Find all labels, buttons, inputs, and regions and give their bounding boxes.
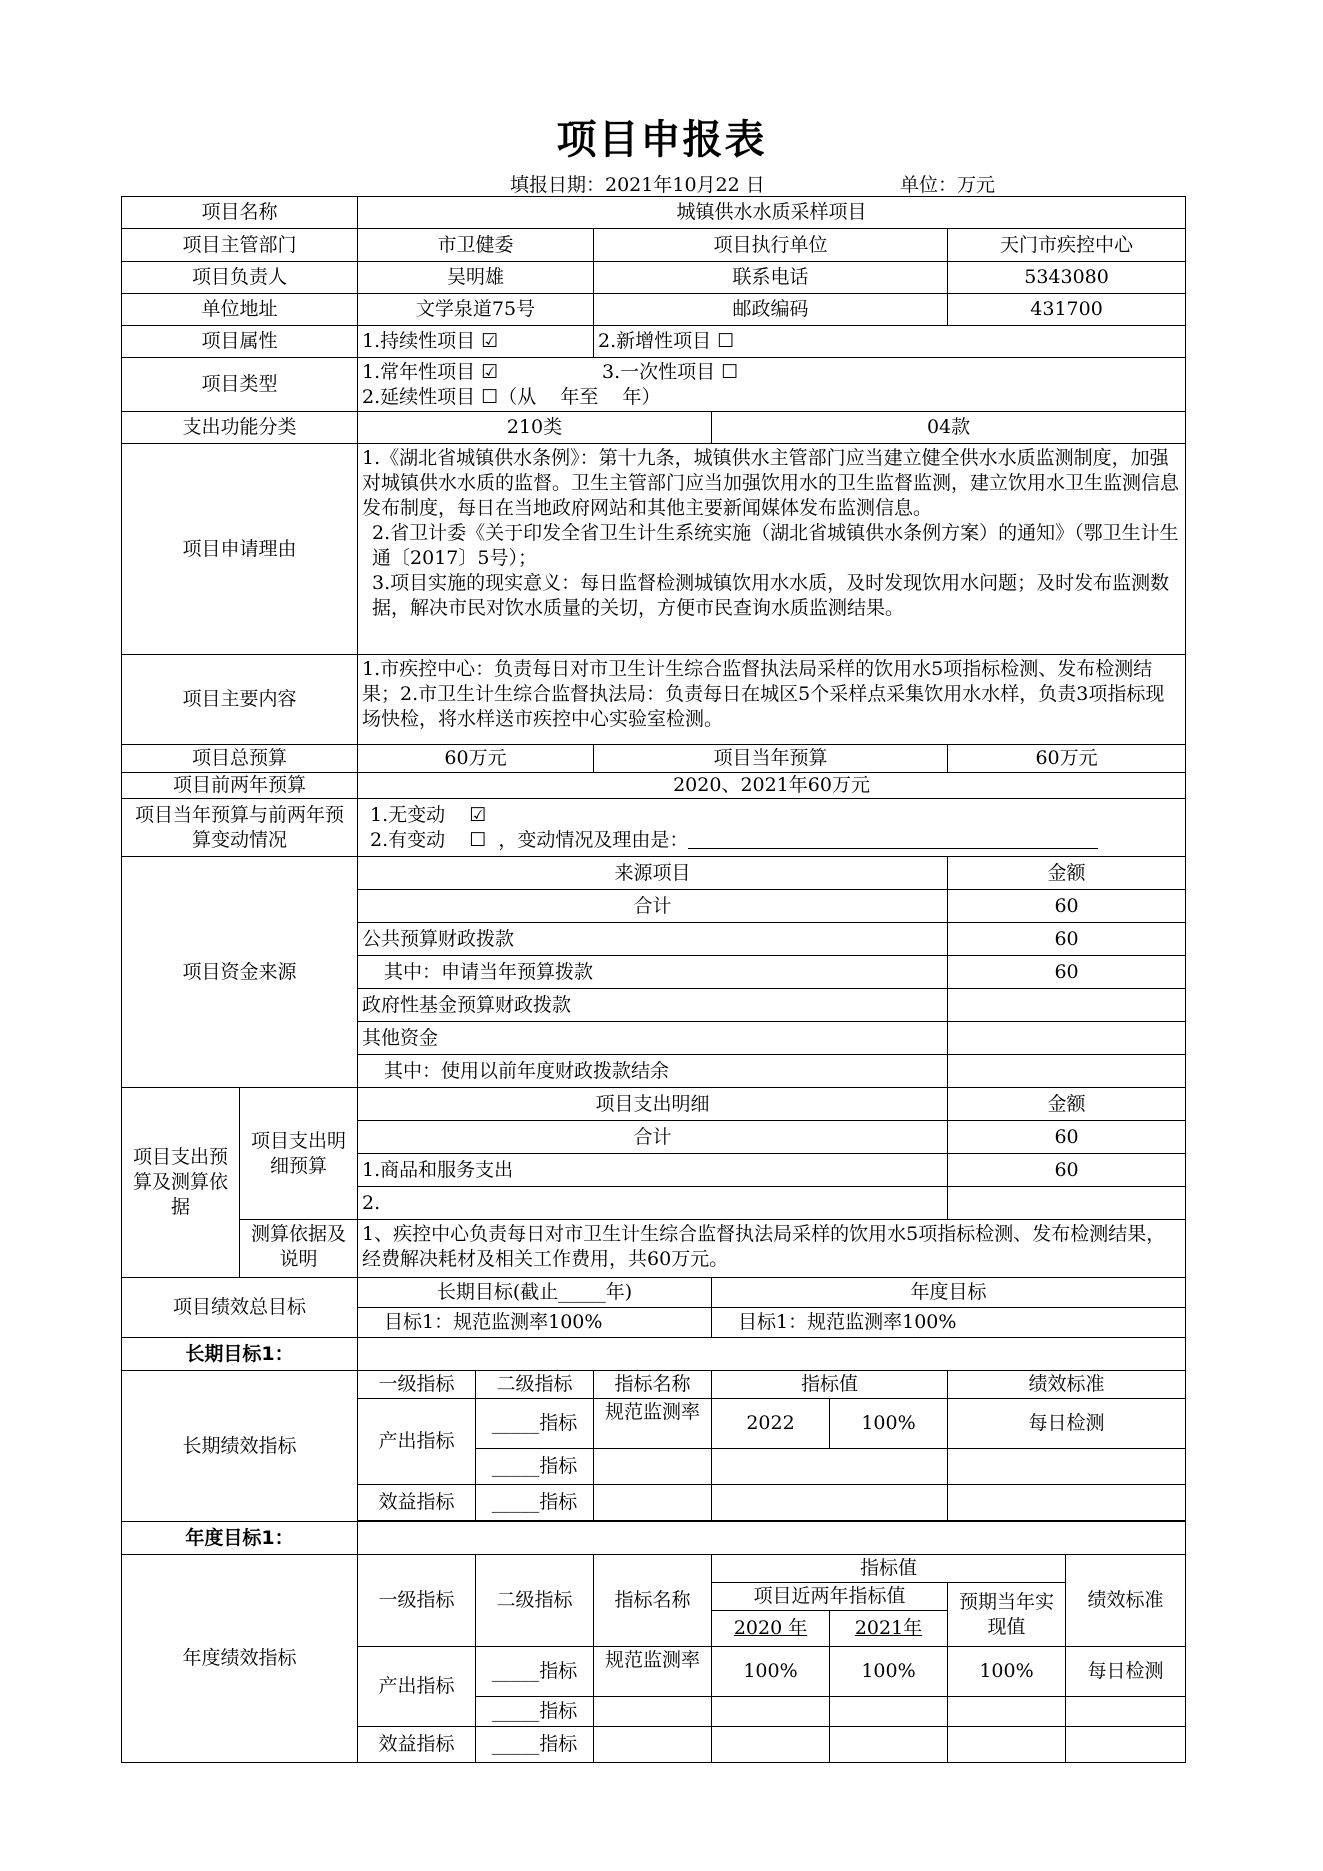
exec-value: 天门市疾控中心 (948, 229, 1186, 262)
year-target-value (358, 1522, 1186, 1555)
zip-label: 邮政编码 (594, 294, 948, 326)
exp-amount-header: 金额 (948, 1088, 1186, 1121)
exp-label: 项目支出预算及测算依据 (122, 1088, 240, 1278)
blank-ind: _____指标 (476, 1697, 594, 1727)
y2021-value: 100% (830, 1647, 948, 1697)
unit-label: 单位：万元 (900, 174, 996, 196)
type-once: 3.一次性项目 ☐ (602, 360, 739, 383)
fund-row-name: 其中：使用以前年度财政拨款结余 (358, 1055, 948, 1088)
long-year: 2022 (712, 1399, 830, 1449)
blank-ind: _____指标 (476, 1399, 594, 1449)
fund-row-amount: 60 (948, 923, 1186, 956)
type-label: 项目类型 (122, 358, 358, 412)
change-yes: 2.有变动 ☐ ，变动情况及理由是： (370, 828, 689, 851)
output-ind: 产出指标 (358, 1399, 476, 1485)
year-2020: 2020 年 (712, 1611, 830, 1647)
output-ind: 产出指标 (358, 1647, 476, 1727)
type-options (358, 358, 1186, 412)
content-label: 项目主要内容 (122, 655, 358, 745)
attr-continuing: 1.持续性项目 ☑ (358, 326, 594, 358)
year-2021: 2021年 (830, 1611, 948, 1647)
lvl1-header: 一级指标 (358, 1555, 476, 1647)
change-options (358, 799, 1186, 857)
exp-row-name: 2. (358, 1187, 948, 1220)
ind-name-value: 规范监测率 (594, 1647, 712, 1697)
change-reason-blank (688, 848, 1098, 849)
phone-value: 5343080 (948, 262, 1186, 294)
fund-label: 项目资金来源 (122, 857, 358, 1088)
prev-budget-value: 2020、2021年60万元 (358, 773, 1186, 799)
perf-label: 项目绩效总目标 (122, 1278, 358, 1338)
blank-ind: _____指标 (476, 1647, 594, 1697)
exp-row-amount: 60 (948, 1154, 1186, 1187)
blank-ind: _____指标 (476, 1485, 594, 1521)
year-budget-label: 项目当年预算 (594, 745, 948, 773)
func-class: 210类 (358, 412, 712, 444)
fund-row-amount: 60 (948, 956, 1186, 989)
dept-label: 项目主管部门 (122, 229, 358, 262)
fund-row-amount (948, 989, 1186, 1022)
exp-detail-header: 项目支出明细 (358, 1088, 948, 1121)
project-name-label: 项目名称 (122, 197, 358, 229)
year-perf-label: 年度绩效指标 (122, 1555, 358, 1763)
long-goal-header: 长期目标(截止_____年) (358, 1278, 712, 1308)
year-goal-1: 目标1：规范监测率100% (712, 1308, 1186, 1338)
func-label: 支出功能分类 (122, 412, 358, 444)
ind-name-header: 指标名称 (594, 1371, 712, 1399)
fund-row-name: 其他资金 (358, 1022, 948, 1055)
change-none: 1.无变动 ☑ (370, 803, 487, 826)
total-budget-value: 60万元 (358, 745, 594, 773)
type-regular: 1.常年性项目 ☑ (362, 360, 499, 383)
lvl2-header: 二级指标 (476, 1371, 594, 1399)
perf-std-header: 绩效标准 (1066, 1555, 1186, 1647)
exp-row-amount (948, 1187, 1186, 1220)
expect-header: 预期当年实现值 (948, 1583, 1066, 1647)
ind-name-value: 规范监测率 (594, 1399, 712, 1449)
addr-value: 文学泉道75号 (358, 294, 594, 326)
content-text: 1.市疾控中心：负责每日对市卫生计生综合监督执法局采样的饮用水5项指标检测、发布检测结果；2.市卫生计生综合监督执法局：负责每日在城区5个采样点采集饮用水水样，负责3项指标现场快检，将水样送市疾控中心实验室检测。 (358, 655, 1186, 745)
year-budget-value: 60万元 (948, 745, 1186, 773)
fill-date: 填报日期：2021年10月22 日 (510, 174, 765, 196)
expect-value: 100% (948, 1647, 1066, 1697)
fund-row-name: 合计 (358, 890, 948, 923)
type-extended: 2.延续性项目 ☐（从 年至 年） (362, 385, 661, 408)
year-target-label: 年度目标1： (122, 1522, 358, 1555)
long-target-value (358, 1338, 1186, 1371)
reason-text (358, 444, 1186, 655)
lvl1-header: 一级指标 (358, 1371, 476, 1399)
benefit-ind: 效益指标 (358, 1485, 476, 1521)
change-label: 项目当年预算与前两年预算变动情况 (122, 799, 358, 857)
fund-src-header: 来源项目 (358, 857, 948, 890)
long-pct: 100% (830, 1399, 948, 1449)
reason-item: 1.《湖北省城镇供水条例》：第十九条，城镇供水主管部门应当建立健全供水水质监测制度，加强对城镇供水水质的监督。卫生主管部门应当加强饮用水的卫生监督监测，建立饮用水卫生监测信息发布制度，每日在当地政府网站和其他主要新闻媒体发布监测信息。 (362, 447, 1180, 519)
exp-row-name: 1.商品和服务支出 (358, 1154, 948, 1187)
fund-row-amount: 60 (948, 890, 1186, 923)
exec-label: 项目执行单位 (594, 229, 948, 262)
prev-budget-label: 项目前两年预算 (122, 773, 358, 799)
recent-header: 项目近两年指标值 (712, 1583, 948, 1611)
ind-val-header: 指标值 (712, 1555, 1066, 1583)
exp-row-amount: 60 (948, 1121, 1186, 1154)
leader-label: 项目负责人 (122, 262, 358, 294)
project-name-value: 城镇供水水质采样项目 (358, 197, 1186, 229)
blank-ind: _____指标 (476, 1449, 594, 1485)
y2020-value: 100% (712, 1647, 830, 1697)
long-perf-label: 长期绩效指标 (122, 1371, 358, 1522)
lvl2-header: 二级指标 (476, 1555, 594, 1647)
ind-name-header: 指标名称 (594, 1555, 712, 1647)
reason-label: 项目申请理由 (122, 444, 358, 655)
func-item: 04款 (712, 412, 1186, 444)
total-budget-label: 项目总预算 (122, 745, 358, 773)
fund-row-name: 其中：申请当年预算拨款 (358, 956, 948, 989)
fund-amount-header: 金额 (948, 857, 1186, 890)
reason-item: 2.省卫计委《关于印发全省卫生计生系统实施（湖北省城镇供水条例方案）的通知》（鄂卫生计生通〔2017〕5号）； (372, 522, 1179, 569)
dept-value: 市卫健委 (358, 229, 594, 262)
long-target-label: 长期目标1： (122, 1338, 358, 1371)
exp-detail-label: 项目支出明细预算 (240, 1088, 358, 1220)
reason-item: 3.项目实施的现实意义：每日监督检测城镇饮用水水质，及时发现饮用水问题；及时发布监测数据，解决市民对饮水质量的关切，方便市民查询水质监测结果。 (372, 572, 1170, 619)
zip-value: 431700 (948, 294, 1186, 326)
fund-row-amount (948, 1022, 1186, 1055)
attr-label: 项目属性 (122, 326, 358, 358)
application-form-table (121, 196, 1186, 1763)
benefit-ind: 效益指标 (358, 1727, 476, 1763)
leader-value: 吴明雄 (358, 262, 594, 294)
year-std: 每日检测 (1066, 1647, 1186, 1697)
blank-ind: _____指标 (476, 1727, 594, 1763)
page-title: 项目申报表 (556, 117, 767, 163)
perf-std-header: 绩效标准 (948, 1371, 1186, 1399)
exp-row-name: 合计 (358, 1121, 948, 1154)
ind-val-header: 指标值 (712, 1371, 948, 1399)
attr-new: 2.新增性项目 ☐ (594, 326, 1186, 358)
fund-row-name: 政府性基金预算财政拨款 (358, 989, 948, 1022)
addr-label: 单位地址 (122, 294, 358, 326)
phone-label: 联系电话 (594, 262, 948, 294)
fund-row-amount (948, 1055, 1186, 1088)
fund-row-name: 公共预算财政拨款 (358, 923, 948, 956)
long-goal-1: 目标1：规范监测率100% (358, 1308, 712, 1338)
long-std: 每日检测 (948, 1399, 1186, 1449)
calc-text: 1、疾控中心负责每日对市卫生计生综合监督执法局采样的饮用水5项指标检测、发布检测结果，经费解决耗材及相关工作费用，共60万元。 (358, 1220, 1186, 1278)
calc-label: 测算依据及说明 (240, 1220, 358, 1278)
year-goal-header: 年度目标 (712, 1278, 1186, 1308)
